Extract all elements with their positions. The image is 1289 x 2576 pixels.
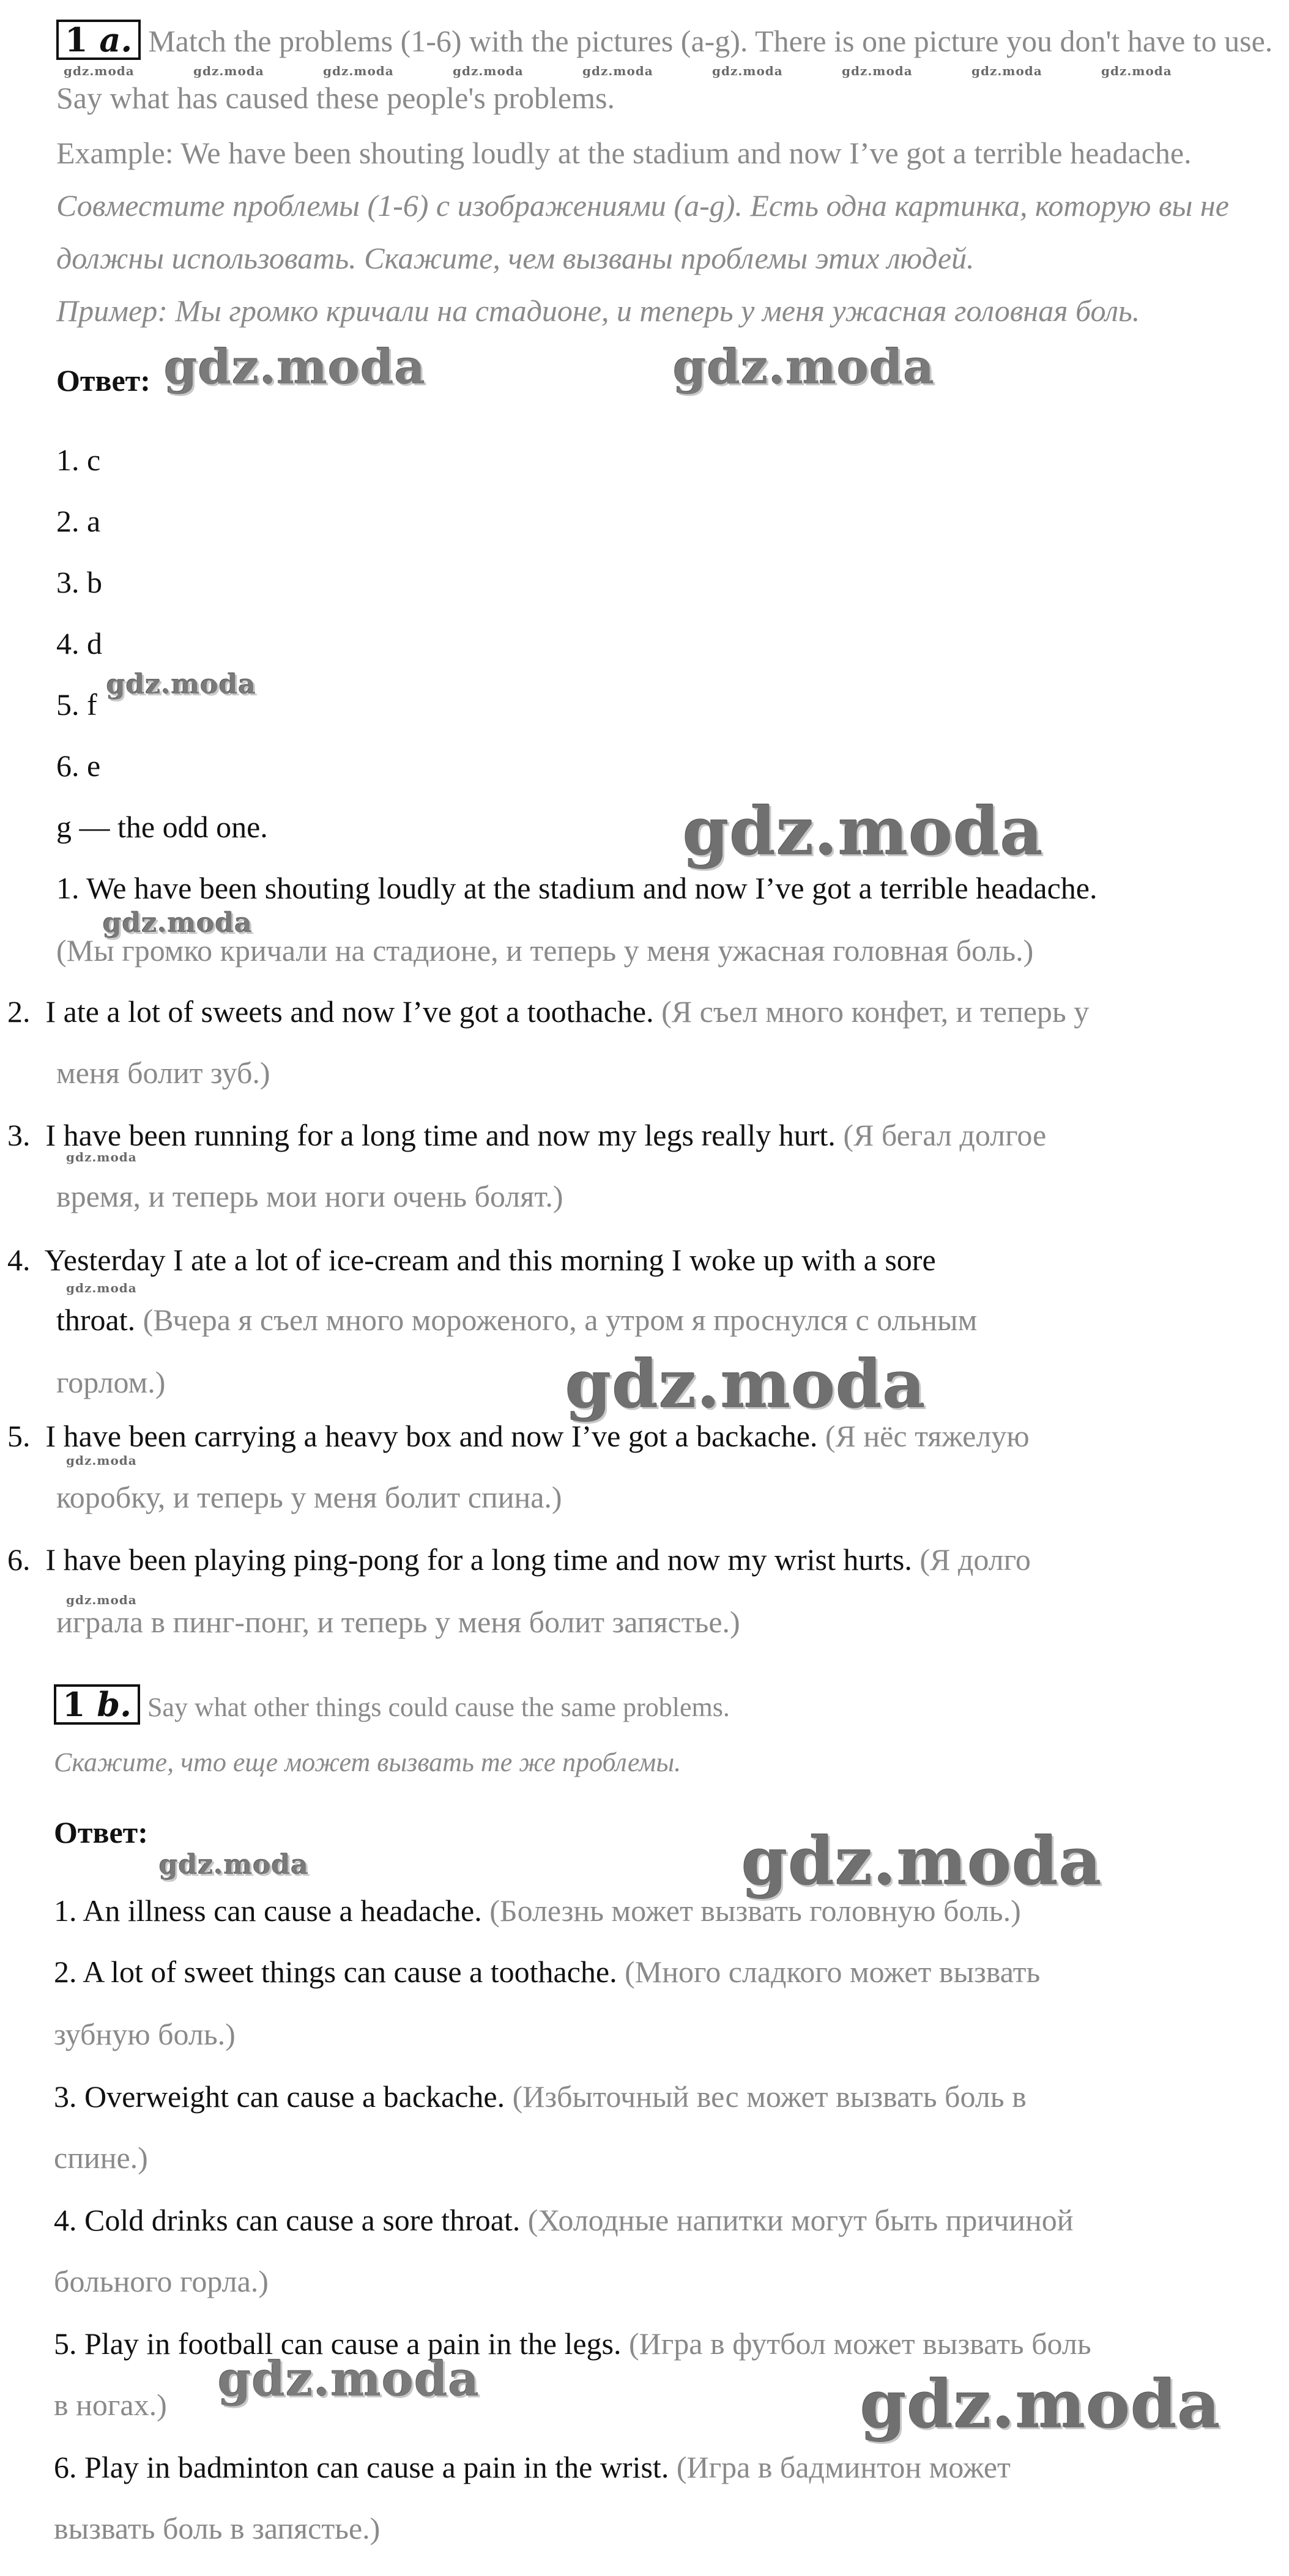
watermark: gdz.moda [673, 339, 935, 395]
watermark: gdz.moda [582, 64, 653, 78]
odd-one: g — the odd one. [56, 810, 268, 844]
sentence-6-ru: играла в пинг-понг, и теперь у меня болит запястье.) [56, 1605, 740, 1639]
watermark: gdz.moda [66, 1453, 137, 1468]
answer-b-5: 5. Play in football can cause a pain in the legs. (Игра в футбол может вызвать боль [54, 2326, 1091, 2361]
watermark: gdz.moda [106, 669, 257, 700]
watermark: gdz.moda [66, 1593, 137, 1607]
sentence-2: 2. I ate a lot of sweets and now I’ve got a toothache. (Я съел много конфет, и теперь у [7, 994, 1090, 1029]
watermark: gdz.moda [323, 64, 394, 78]
answer-b-6: 6. Play in badminton can cause a pain in the wrist. (Игра в бадминтон может [54, 2450, 1011, 2484]
task-ru-line1: Совместите проблемы (1-6) с изображениями (a-g). Есть одна картинка, которую вы не [56, 188, 1229, 223]
answer-b-6-ru: вызвать боль в запястье.) [54, 2511, 381, 2545]
answer-label-b: Ответ: [54, 1815, 148, 1849]
watermark: gdz.moda [218, 2352, 480, 2407]
answer-b-3: 3. Overweight can cause a backache. (Избыточный вес может вызвать боль в [54, 2079, 1027, 2114]
watermark: gdz.moda [66, 1281, 137, 1295]
answer-b-3-ru: спине.) [54, 2141, 148, 2175]
match-item: 2. a [56, 504, 101, 538]
answer-b-4: 4. Cold drinks can cause a sore throat. (Холодные напитки могут быть причиной [54, 2203, 1074, 2237]
sentence-3-ru: время, и теперь мои ноги очень болят.) [56, 1179, 563, 1213]
sentence-4: 4. Yesterday I ate a lot of ice-cream and this morning I woke up with a sore [7, 1243, 936, 1277]
match-item: 5. f [56, 687, 97, 722]
sentence-1-ru: (Мы громко кричали на стадионе, и теперь у меня ужасная головная боль.) [56, 933, 1034, 968]
watermark: gdz.moda [193, 64, 264, 78]
match-item: 6. e [56, 749, 101, 783]
watermark: gdz.moda [565, 1346, 926, 1423]
task-number-box: 1 b. [54, 1684, 140, 1725]
task-b-ru-instruction: Скажите, что еще может вызвать те же проблемы. [54, 1747, 682, 1777]
answer-label: Ответ: [56, 363, 150, 398]
watermark: gdz.moda [64, 64, 135, 78]
sentence-5-ru: коробку, и теперь у меня болит спина.) [56, 1480, 562, 1514]
answer-b-2-ru: зубную боль.) [54, 2017, 236, 2051]
answer-b-1: 1. An illness can cause a headache. (Болезнь может вызвать головную боль.) [54, 1893, 1021, 1928]
watermark: gdz.moda [842, 64, 913, 78]
watermark: gdz.moda [712, 64, 783, 78]
task-a-header [56, 20, 1272, 60]
task-b-instruction: Say what other things could cause the same problems. [147, 1692, 730, 1722]
task-number-box: 1 a. [56, 20, 141, 60]
watermark: gdz.moda [683, 793, 1044, 870]
watermark: gdz.moda [1101, 64, 1172, 78]
sentence-1: 1. We have been shouting loudly at the stadium and now I’ve got a terrible headache. [56, 871, 1098, 905]
task-instruction: Match the problems (1-6) with the pictures (a-g). There is one picture you don't have to use. [148, 24, 1273, 58]
match-item: 1. c [56, 443, 101, 477]
watermark: gdz.moda [66, 1150, 137, 1164]
sentence-4-ru: горлом.) [56, 1365, 166, 1399]
watermark: gdz.moda [159, 1849, 310, 1881]
task-ru-line2: должны использовать. Скажите, чем вызваны проблемы этих людей. [56, 241, 975, 275]
sentence-6: 6. I have been playing ping-pong for a long time and now my wrist hurts. (Я долго [7, 1542, 1031, 1577]
watermark: gdz.moda [164, 339, 426, 395]
watermark: gdz.moda [453, 64, 524, 78]
sentence-4-cont: throat. (Вчера я съел много мороженого, а утром я проснулся с ольным [56, 1303, 978, 1337]
answer-b-2: 2. A lot of sweet things can cause a toothache. (Много сладкого может вызвать [54, 1955, 1041, 1989]
watermark: gdz.moda [971, 64, 1042, 78]
watermark: gdz.moda [103, 908, 253, 939]
task-b-header [54, 1684, 730, 1726]
watermark: gdz.moda [860, 2366, 1221, 2443]
task-example: Example: We have been shouting loudly at the stadium and now I’ve got a terrible headache. [56, 136, 1192, 170]
answer-b-5-ru: в ногах.) [54, 2388, 167, 2422]
task-ru-example: Пример: Мы громко кричали на стадионе, и теперь у меня ужасная головная боль. [56, 294, 1140, 328]
match-item: 3. b [56, 565, 102, 599]
sentence-3: 3. I have been running for a long time and now my legs really hurt. (Я бегал долгое [7, 1118, 1047, 1152]
sentence-2-ru: меня болит зуб.) [56, 1056, 270, 1090]
sentence-5: 5. I have been carrying a heavy box and now I’ve got a backache. (Я нёс тяжелую [7, 1419, 1030, 1453]
watermark: gdz.moda [741, 1823, 1102, 1900]
match-item: 4. d [56, 626, 102, 661]
task-instruction-line2: Say what has caused these people's problems. [56, 81, 615, 115]
answer-b-4-ru: больного горла.) [54, 2264, 269, 2298]
